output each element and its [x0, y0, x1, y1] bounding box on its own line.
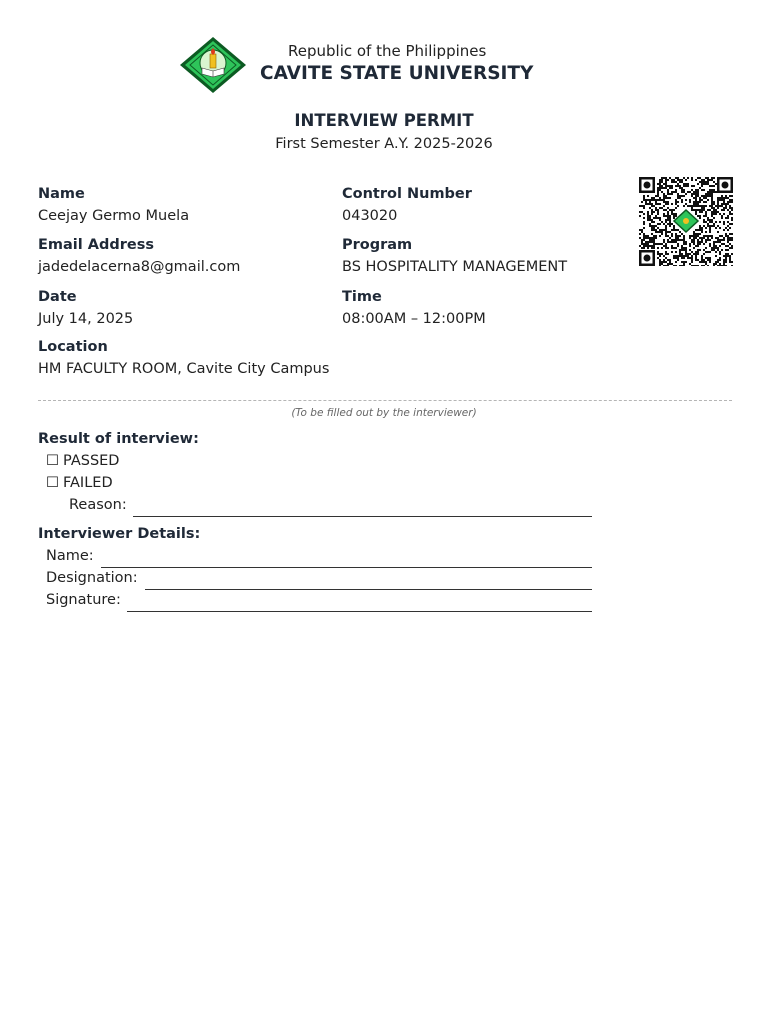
page-title: INTERVIEW PERMIT: [294, 111, 474, 130]
interviewer-note: (To be filled out by the interviewer): [291, 407, 477, 419]
time-value: 08:00AM – 12:00PM: [342, 311, 486, 327]
signature-field[interactable]: [127, 611, 592, 612]
interviewer-details-heading: Interviewer Details:: [38, 526, 201, 542]
interviewer-name-field[interactable]: [101, 567, 592, 568]
republic-line: Republic of the Philippines: [288, 42, 487, 60]
university-name: CAVITE STATE UNIVERSITY: [260, 63, 534, 84]
failed-checkbox[interactable]: ☐: [46, 475, 59, 491]
qr-code-icon: [639, 177, 733, 266]
designation-field[interactable]: [145, 589, 592, 590]
section-divider: [38, 400, 732, 401]
program-value: BS HOSPITALITY MANAGEMENT: [342, 259, 568, 275]
reason-field[interactable]: [133, 516, 592, 517]
result-heading: Result of interview:: [38, 431, 199, 447]
name-label: Name: [38, 186, 85, 202]
designation-label: Designation:: [46, 570, 138, 586]
passed-label: PASSED: [63, 453, 120, 469]
control-number-value: 043020: [342, 208, 398, 224]
failed-label: FAILED: [63, 475, 113, 491]
interviewer-name-label: Name:: [46, 548, 94, 564]
date-label: Date: [38, 289, 77, 305]
name-value: Ceejay Germo Muela: [38, 208, 190, 224]
university-seal-icon: [178, 36, 248, 94]
reason-label: Reason:: [69, 497, 127, 513]
date-value: July 14, 2025: [38, 311, 134, 327]
control-number-label: Control Number: [342, 186, 472, 202]
email-label: Email Address: [38, 237, 155, 253]
location-label: Location: [38, 339, 108, 355]
signature-label: Signature:: [46, 592, 121, 608]
failed-option[interactable]: [46, 475, 113, 491]
semester-subtitle: First Semester A.Y. 2025-2026: [275, 136, 493, 152]
passed-checkbox[interactable]: ☐: [46, 453, 59, 469]
passed-option[interactable]: [46, 453, 119, 469]
email-value: jadedelacerna8@gmail.com: [38, 259, 241, 275]
time-label: Time: [342, 289, 382, 305]
program-label: Program: [342, 237, 413, 253]
location-value: HM FACULTY ROOM, Cavite City Campus: [38, 361, 330, 377]
